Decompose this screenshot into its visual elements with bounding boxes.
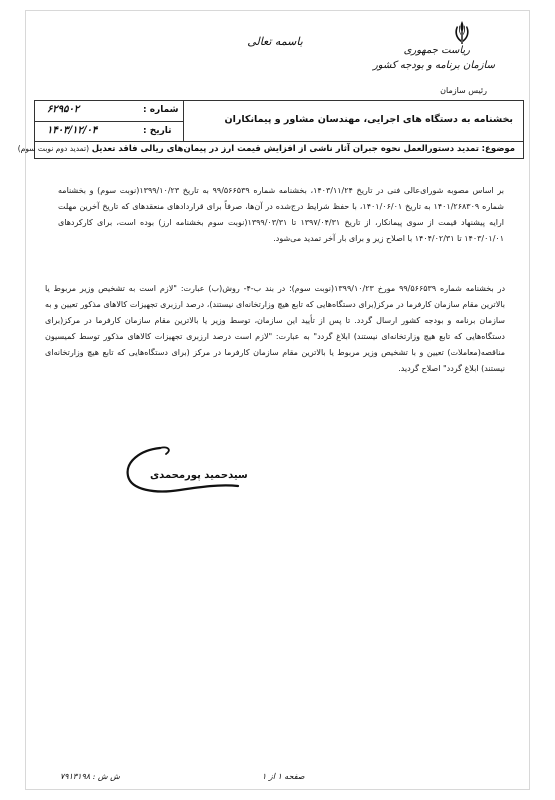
recipient-line: بخشنامه به دستگاه های اجرایی، مهندسان مشاور و پیمانکاران (224, 114, 513, 125)
date-value: ۱۴۰۳/۱۲/۰۴ (47, 125, 98, 136)
basmala: باسمه تعالی (247, 35, 303, 48)
date-label: تاریخ : (143, 126, 172, 136)
tracking-number: ش ش : ۷۹۱۳۱۹۸ (60, 772, 120, 781)
org-title-budget-organization: سازمان برنامه و بودجه کشور (372, 60, 495, 71)
body-paragraph-1: بر اساس مصوبه شورای‌عالی فنی در تاریخ ۱۴۰۳/۱۱/۲۴، بخشنامه شماره ۹۹/۵۶۶۵۳۹ به تاریخ ۱۳۹۹/۱۰/۲۳(نوبت سوم) و بخشنامه شماره ۱۴۰۱/۲۶۸۳۰۹ به تاریخ ۱۴۰۱/۰۶/۰۱، با حفظ شرایط درج‌شده در آن‌ها، صرفاً برای قراردادهای منعقدهای که تاریخ آخرین مهلت ارایه پیشنهاد قیمت از سوی پیمانکار، از تاریخ ۱۳۹۷/۰۴/۳۱ تا ۱۳۹۹/۰۳/۳۱(نوبت سوم بخشنامه ارز) بوده است، برای کارکردهای ۱۴۰۳/۰۱/۰۱ تا ۱۴۰۴/۰۲/۳۱ با اصلاح زیر و برای بار آخر تمدید می‌شود. (58, 186, 505, 243)
subject-note: (تمدید دوم نوبت سوم) (17, 144, 90, 153)
header-divider-vertical (183, 101, 184, 141)
iran-emblem-icon (453, 20, 471, 46)
signatory-name: سیدحمید پورمحمدی (150, 470, 248, 481)
body-paragraph-2: در بخشنامه شماره ۹۹/۵۶۶۵۳۹ مورخ ۱۳۹۹/۱۰/۲۳(نوبت سوم)؛ در بند ب-۴- روش(ب) عبارت: "لازم است به تشخیص وزیر مربوط یا بالاترین مقام سازمان کارفرما در مرکز(برای دستگاه‌هایی که تابع هیچ وزارتخانه‌ای نیستند)، درصد ارزبری تجهیزات کالاهای مذکور تعیین و به سازمان برنامه و بودجه کشور ارسال گردد. تا پس از تأیید این سازمان، توسط وزیر یا بالاترین مقام سازمان کارفرما در مرکز(برای دستگاه‌هایی که تابع هیچ وزارتخانه‌ای نیستند) ابلاغ گردد" به عبارت: "لازم است درصد ارزبری تجهیزات کالاهای مذکور توسط کمیسیون مناقصه(معاملات) تعیین و با تشخیص وزیر مربوط یا بالاترین مقام سازمان کارفرما در مرکز (برای دستگاه‌هایی که تابع هیچ وزارتخانه‌ای نیستند) ابلاغ گردد" اصلاح گردید. (45, 284, 506, 373)
subject-label: موضوع: (481, 144, 515, 154)
org-head-title: رئیس سازمان (440, 86, 487, 95)
letter-header-table (34, 100, 524, 142)
number-label: شماره : (143, 105, 179, 115)
header-divider-horizontal (35, 121, 183, 122)
page-number: صفحه ۱ از ۱ (262, 772, 305, 781)
subject-line (17, 142, 524, 159)
org-title-presidency: ریاست جمهوری (403, 45, 470, 56)
number-value: ۶۲۹۵۰۲ (47, 104, 80, 115)
subject-text: تمدید دستورالعمل نحوه جبران آثار ناشی از افزایش قیمت ارز در پیمان‌های ریالی فاقد تعدیل (91, 144, 479, 154)
